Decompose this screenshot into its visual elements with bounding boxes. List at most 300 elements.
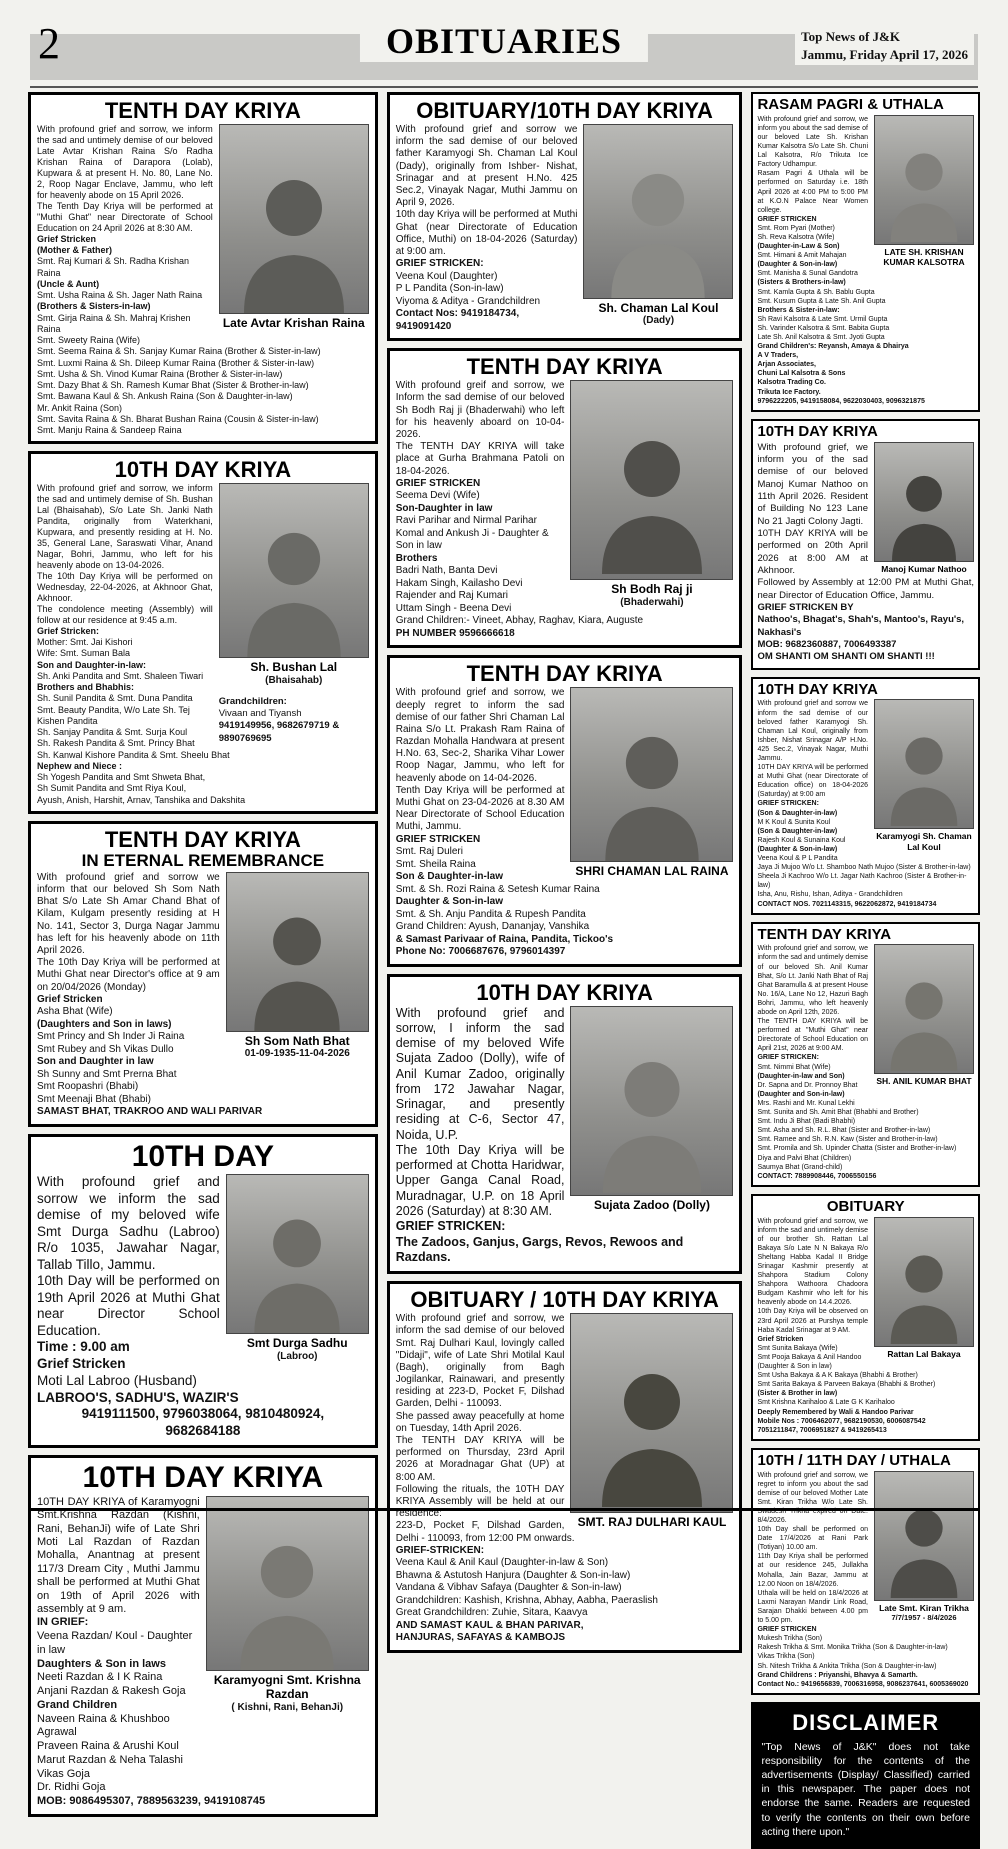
photo-block [874, 944, 974, 1086]
text-line: Komal and Ankush Ji - Daughter & Son in law [395, 527, 549, 552]
notice-title: OBITUARY [826, 1197, 905, 1215]
text-line: Smt Sarita Bakaya & Parveen Bakaya (Bhabhi & Brother) [757, 1381, 936, 1389]
text-line: AND SAMAST KAUL & BHAN PARIVAR, [395, 1619, 584, 1631]
text-line: Deeply Remembered by Wali & Handoo Parivar [757, 1408, 914, 1416]
text-line: The 10th Day Kriya will be performed on Wednesday, 22-04-2026, at Akhnoor Ghat, Akhnoor. [37, 571, 213, 604]
text-line: Uthala will be held on 18/4/2026 at Laxmi Narayan Mandir Link Road, Sarajan Dhakki between 4.00 pm to 5.00 pm. [757, 1589, 868, 1625]
photo-caption-2: (Dady) [642, 315, 675, 327]
photo-block [874, 442, 974, 574]
text-line: (Daughters and Son in laws) [37, 1018, 172, 1030]
text-line: Vivaan and Tiyansh [218, 708, 302, 720]
person-silhouette-icon [884, 140, 964, 244]
text-line: Contact Nos: 9419184734, 9419091420 [395, 308, 520, 332]
text-line: The Zadoos, Ganjus, Gargs, Revos, Rewoos and Razdans. [395, 1234, 684, 1265]
text-line: (Sisters & Brothers-in-law) [757, 279, 846, 287]
text-line: GRIEF STRICKEN [757, 215, 817, 223]
text-line: Son and Daughter-in-law: [37, 659, 146, 670]
text-line: Contact No.: 9419656839, 7006316958, 9086237641, 6005369020 [757, 1680, 969, 1688]
text-line: Phone No: 7006687676, 9796014397 [395, 946, 566, 958]
text-line: Smt. Bawana Kaul & Sh. Ankush Raina (Son & Daughter-in-law) [37, 391, 293, 402]
photo-block [570, 380, 733, 607]
text-line: With profound grief and sorrow, we inform the sad demise of our beloved Smt. Raj Dulhari Kaul, lovingly called "Didaji", wife of Late Shri Motilal Kaul (Bagh), originally from Bagh Jogilankar, Rainawari, and presently residing at 223-D, Pocket F, Dilshad Garden, Delhi - 110093. [395, 1313, 565, 1410]
text-line: Smt. Kusum Gupta & Late Sh. Anil Gupta [757, 297, 886, 305]
text-line: Mr. Ankit Raina (Son) [37, 402, 123, 413]
photo-caption: SHRI CHAMAN LAL RAINA [575, 864, 729, 879]
text-line: Daughter & Son-in-law [395, 896, 503, 908]
text-line: Smt. Asha and Sh. R.L. Bhat (Sister and Brother-in-law) [757, 1127, 931, 1135]
portrait-photo [874, 1217, 974, 1347]
portrait-photo [570, 687, 733, 862]
text-line: Son-Daughter in law [395, 502, 493, 514]
notice-title: 10TH DAY KRIYA [757, 680, 878, 698]
portrait-photo [874, 1471, 974, 1601]
text-line: Smt Meenaji Bhat (Bhabi) [37, 1093, 151, 1105]
column-1 [28, 92, 378, 1817]
text-line: Mrs. Rashi and Mr. Kunal Lekhi [757, 1099, 855, 1107]
photo-block [874, 699, 974, 851]
text-line: OM SHANTI OM SHANTI OM SHANTI !!! [757, 651, 935, 663]
text-line: Sh Sunny and Smt Prerna Bhat [37, 1068, 177, 1080]
text-line: Chuni Lal Kalsotra & Sons [757, 370, 846, 378]
text-line: 10TH DAY KRIYA of Karamyogni Smt.Krishna Razdan (Kishni, Rani, BehanJi) wife of Late Shri Moti Lal Razdan of Razdan Mohalla, Anantnag at present 117/3 Dream City , Muthi Jammu shall be performed at Muthi Ghat on 19th of April 2026 with assembly at 9 am. [37, 1495, 200, 1615]
text-line: With profound grief and sorrow, we inform the sad and untimely demise of Sh. Bushan Lal (Bhaisahab), S/o Late Sh. Janki Nath Pandita, originally from Waterkhani, Kupwara, and presently residing at H. No. 35, General Lane, Saraswati Vihar, Anand Nagar, Bohri, Jammu, who left for his heavenly abode on 13-04-2026. [37, 483, 213, 571]
text-line: Mukesh Trikha (Son) [757, 1635, 823, 1643]
text-line: The 10th Day Kriya will be performed at Chotta Haridwar, Upper Ganga Canal Road, Muradnagar, U.P. on 18 April 2026 (Saturday) at 8:30 AM. [395, 1142, 565, 1218]
portrait-photo [226, 1174, 369, 1334]
text-line: Smt Princy and Sh Inder Ji Raina [37, 1031, 185, 1043]
text-line: Badri Nath, Banta Devi [395, 565, 498, 577]
text-line: Vikas Trikha (Son) [757, 1653, 815, 1661]
notice-title: 10TH DAY KRIYA [114, 457, 292, 483]
notice-karamyogi-chaman-lal-koul [751, 677, 980, 915]
text-line: Veena Koul & P L Pandita [757, 855, 838, 863]
person-silhouette-icon [884, 1242, 964, 1346]
text-line: Trikuta Ice Factory. [757, 388, 821, 396]
photo-block [874, 115, 974, 267]
text-line: Late Sh. Anil Kalsotra & Smt. Jyoti Gupta [757, 334, 885, 341]
text-line: Seema Devi (Wife) [395, 490, 480, 502]
text-line: Smt Sunita Bakaya (Wife) [757, 1344, 838, 1352]
notice-bushan-lal [28, 451, 378, 814]
notice-lines [396, 1219, 734, 1266]
text-line: Marut Razdan & Neha Talashi [37, 1753, 183, 1766]
grandchildren-block [219, 696, 369, 745]
notice-lines [757, 1625, 974, 1689]
notice-title: TENTH DAY KRIYA [466, 354, 663, 380]
text-line: Rasam Pagri & Uthala will be performed on Saturday i.e. 18th April 2026 at 4:00 PM to 5:00 PM at K.O.N Palace Near Women college. [757, 170, 868, 214]
person-silhouette-icon [884, 1496, 964, 1600]
photo-caption: Sh. Chaman Lal Koul [598, 301, 719, 316]
text-line: Brothers [395, 552, 438, 564]
notice-title: 10TH DAY [131, 1139, 275, 1173]
text-line: Naveen Raina & Khushboo Agrawal [37, 1712, 170, 1739]
text-line: Grand Children's: Reyansh, Amaya & Dhairya [757, 343, 909, 351]
notice-anil-kumar-bhat [751, 922, 980, 1187]
text-line: Veena Koul (Daughter) [395, 270, 498, 282]
text-line: 9796222205, 9419158084, 9622030403, 9096321875 [757, 397, 925, 405]
text-line: 223-D, Pocket F, Dilshad Garden, Delhi - 110093, from 12:00 PM onwards. [395, 1520, 575, 1544]
text-line: Smt. Kamla Gupta & Sh. Bablu Gupta [757, 288, 875, 296]
person-silhouette-icon [601, 158, 715, 298]
text-line: Following the rituals, the 10TH DAY KRIYA Assembly will be held at our residence: [395, 1483, 565, 1520]
text-line: With profound grief and sorrow, I inform the sad demise of my beloved Wife Sujata Zadoo (Dolly), wife of Anil Kumar Zadoo, originally from 172 Jawahar Nagar, Srinagar, and presently residing at C-6, Sector 47, Noida, U.P. [395, 1005, 565, 1142]
text-line: Dr. Sapna and Dr. Pronnoy Bhat [757, 1081, 858, 1089]
column-2 [387, 92, 743, 1653]
photo-block [570, 1006, 733, 1212]
text-line: (Son & Daughter-in-law) [757, 827, 838, 835]
text-line: Isha, Anu, Rishu, Ishan, Aditya - Grandchildren [757, 891, 903, 899]
text-line: Grand Childrens : Priyanshi, Bhavya & Samarth. [757, 1671, 918, 1679]
notice-title: 10TH DAY KRIYA [476, 979, 653, 1005]
text-line: 9890769695 [218, 732, 272, 744]
portrait-photo [570, 380, 733, 580]
text-line: With profound grief and sorrow we inform the sad demise of our beloved father Karamyogi Sh. Chaman Lal Koul (Dady), originally from Ishber- Nishat, Srinagar and at present H.No. 425 Sec.2, Vinayak Nagar, Muthi Jammu on April 9, 2026. [395, 124, 578, 209]
photo-caption-2: (Labroo) [276, 1350, 318, 1362]
text-line: Smt. Seema Raina & Sh. Sanjay Kumar Raina (Brother & Sister-in-law) [37, 346, 321, 357]
portrait-photo [874, 115, 974, 245]
notice-manoj-kumar-nathoo [751, 419, 980, 670]
photo-block [219, 483, 369, 745]
text-line: Grief Stricken [37, 233, 97, 244]
text-line: Nathoo's, Bhagat's, Shah's, Mantoo's, Rayu's, Nakhasi's [757, 614, 965, 638]
photo-block [219, 124, 369, 330]
notice-raj-dulhari-kaul [387, 1281, 743, 1653]
text-line: 9682684188 [165, 1423, 241, 1439]
text-line: She passed away peacefully at home on Tuesday, 14th April 2026. [395, 1410, 565, 1434]
text-line: Veena Kaul & Anil Kaul (Daughter-in-law & Son) [395, 1557, 609, 1569]
text-line: Praveen Raina & Arushi Koul [37, 1740, 179, 1753]
text-line: 10th day Kriya will be performed at Muthi Ghat (near Directorate of Education Office, Muthi) on 18-04-2026 (Saturday) at 9:00 am. [395, 209, 578, 257]
notice-title-2: IN ETERNAL REMEMBRANCE [81, 851, 325, 871]
person-silhouette-icon [592, 1352, 712, 1512]
photo-caption-2: 01-09-1935-11-04-2026 [244, 1048, 350, 1060]
disclaimer-title: DISCLAIMER [792, 1709, 940, 1735]
masthead-dateline [795, 26, 974, 65]
photo-caption: Late Smt. Kiran Trikha [879, 1602, 969, 1613]
text-line: Smt. Himani & Amit Mahajan [757, 252, 847, 260]
text-line: Anjani Razdan & Rakesh Goja [37, 1685, 186, 1698]
text-line: Smt. Nimmi Bhat (Wife) [757, 1063, 831, 1071]
notice-title: 10TH / 11TH DAY / UTHALA [757, 1451, 951, 1469]
text-line: 10th Day Kriya will be observed on 23rd April 2026 at Purshya temple Haba Kadal Srinagar at 9 AM. [757, 1308, 868, 1334]
text-line: Sh. Sanjay Pandita & Smt. Surja Koul [37, 727, 188, 738]
notice-bodh-raj [387, 348, 743, 648]
portrait-photo [583, 124, 733, 299]
text-line: Hakam Singh, Kailasho Devi [395, 577, 523, 589]
text-line: Sh. Varinder Kalsotra & Smt. Babita Gupta [757, 324, 890, 332]
text-line: The TENTH DAY KRIYA will be performed on Thursday, 23rd April 2026 at Moradnagar Ghat (UP) at 8:00 AM. [395, 1435, 565, 1483]
text-line: Son & Daughter-in-law [395, 871, 503, 883]
text-line: MOB: 9682360887, 7006493387 [757, 639, 897, 650]
photo-block [226, 1174, 369, 1361]
text-line: 9419149956, 9682679719 & [218, 720, 340, 732]
photo-caption: Sujata Zadoo (Dolly) [593, 1197, 710, 1212]
photo-block [874, 1471, 974, 1622]
text-line: The TENTH DAY KRIYA will take place at Gurha Brahmana Patoli on 18-04-2026. [395, 441, 565, 477]
text-line: Smt. Promila and Sh. Upinder Chatta (Sister and Brother-in-law) [757, 1145, 957, 1153]
text-line: 7051211847, 7006951827 & 9419265413 [757, 1426, 887, 1434]
portrait-photo [219, 483, 369, 658]
text-line: Vandana & Vibhav Safaya (Daughter & Son-in-law) [395, 1582, 622, 1594]
portrait-photo [874, 442, 974, 562]
text-line: Sh. Anki Pandita and Smt. Shaleen Tiwari [37, 670, 204, 681]
text-line: Veena Razdan/ Koul - Daughter in law [37, 1630, 193, 1656]
photo-block [583, 124, 733, 326]
text-line: Grand Children: Ayush, Dananjay, Vanshika [395, 921, 590, 933]
notice-title: OBITUARY / 10TH DAY KRIYA [410, 1287, 719, 1313]
person-silhouette-icon [593, 721, 711, 861]
text-line: Saumya Bhat (Grand-child) [757, 1163, 843, 1171]
text-line: (Daughter-in-law and Son) [757, 1072, 845, 1080]
text-line: GRIEF STRICKEN: [757, 800, 819, 808]
text-line: Smt. Raj Duleri [395, 846, 463, 858]
photo-caption: Manoj Kumar Nathoo [881, 563, 967, 574]
notice-title: RASAM PAGRI & UTHALA [757, 96, 944, 113]
text-line: Smt. Savita Raina & Sh. Bharat Bushan Raina (Cousin & Sister-in-law) [37, 413, 319, 424]
photo-block [874, 1217, 974, 1359]
text-line: Diya and Palvi Bhat (Children) [757, 1154, 852, 1162]
text-line: Daughters & Son in laws [37, 1657, 166, 1670]
text-line: CONTACT: 7889908446, 7006550156 [757, 1172, 877, 1180]
masthead-name: Top News of J&K [801, 29, 900, 44]
notice-lines [757, 602, 974, 664]
notice-kiran-trikha [751, 1448, 980, 1695]
text-line: 10TH DAY KRIYA will be performed at Muthi Ghat (near Directorate of Education office) on 18-04-2026 (Saturday) at 9:00 am [757, 764, 868, 799]
text-line: Smt. Dazy Bhat & Sh. Ramesh Kumar Bhat (Sister & Brother-in-law) [37, 380, 309, 391]
text-line: With profound greif and sorrow, we Inform the sad demise of our beloved Sh Bodh Raj ji (Bhaderwahi) who left for his heavenly aboard on 10-04-2026. [395, 380, 565, 440]
text-line: Smt Usha Bakaya & A K Bakaya (Bhabhi & Brother) [757, 1372, 918, 1380]
photo-block [570, 1313, 733, 1529]
text-line: (Uncle & Aunt) [37, 278, 100, 289]
photo-caption-2: (Bhaisahab) [265, 674, 323, 686]
text-line: A V Traders, [757, 352, 799, 360]
portrait-photo [570, 1006, 733, 1196]
text-line: PH NUMBER 9596666618 [395, 627, 515, 639]
text-line: Smt. Sunita and Sh. Amit Bhat (Bhabhi and Brother) [757, 1109, 919, 1117]
text-line: GRIEF STRICKEN: [395, 258, 484, 270]
columns [0, 88, 1008, 1849]
text-line: Smt. Rom Pyari (Mother) [757, 224, 835, 232]
person-silhouette-icon [884, 724, 964, 828]
text-line: P L Pandita (Son-in-law) [395, 283, 504, 295]
text-line: Sh Ravi Kalsotra & Late Smt. Urmil Gupta [757, 315, 888, 323]
text-line: Smt. Raj Kumari & Sh. Radha Krishan Raina [37, 256, 190, 278]
person-silhouette-icon [884, 969, 964, 1073]
text-line: (Mother & Father) [37, 245, 112, 256]
notice-title: 10TH DAY KRIYA [757, 422, 878, 440]
text-line: Son and Daughter in law [37, 1056, 154, 1068]
text-line: Sh. Nitesh Trikha & Ankita Trikha (Son & Daughter-in-law) [757, 1662, 937, 1670]
text-line: Smt. Ramee and Sh. R.N. Kaw (Sister and Brother-in-law) [757, 1136, 938, 1144]
photo-block [226, 872, 369, 1059]
notice-durga-sadhu [28, 1134, 378, 1448]
text-line: The TENTH DAY KRIYA will be performed at "Muthi Ghat" near Directorate of School Education on April 21st, 2026 at 9:00 AM. [757, 1018, 868, 1053]
person-silhouette-icon [592, 419, 712, 579]
text-line: Smt. & Sh. Anju Pandita & Rupesh Pandita [395, 908, 586, 920]
text-line: Grief Stricken: [37, 625, 100, 636]
text-line: Smt. Beauty Pandita, W/o Late Sh. Tej Kishen Pandita [37, 704, 190, 726]
text-line: With profound grief and sorrow, we deeply regret to inform the sad demise of our father Shri Chaman Lal Raina S/o Lt. Prakash Ram Raina of Razdan Mohalla Handwara at present H.No. 63, Sec-2, Sharika Vihar Lower Roop Nagar, Jammu, who left for heavenly abode on 14-04-2026. [395, 687, 565, 784]
text-line: Sh Yogesh Pandita and Smt Shweta Bhat, [37, 772, 206, 783]
notice-title: TENTH DAY KRIYA [104, 98, 301, 123]
text-line: Sh. Sunil Pandita & Smt. Duna Pandita [37, 693, 193, 704]
text-line: IN GRIEF: [37, 1616, 89, 1629]
person-silhouette-icon [244, 1205, 350, 1333]
photo-caption: Sh. Bushan Lal [250, 660, 338, 675]
masthead [0, 0, 1008, 88]
text-line: The 10th Day Kriya will be performed at Muthi Ghat near Director's office at 9 am on 20/04/2026 (Monday) [37, 957, 220, 993]
portrait-photo [874, 944, 974, 1074]
text-line: 10th Day shall be performed on Date 17/4/2026 at Rani Park (Totiyan) 10.00 am. [757, 1526, 868, 1552]
text-line: Smt Roopashri (Bhabi) [37, 1081, 139, 1093]
text-line: M K Koul & Sunita Koul [757, 818, 831, 826]
text-line: GRIEF STRICKEN: [757, 1054, 819, 1062]
person-silhouette-icon [885, 465, 963, 561]
text-line: Smt. Usha Raina & Sh. Jager Nath Raina [37, 290, 203, 301]
text-line: Rajesh Koul & Sunaina Koul [757, 836, 846, 844]
text-line: Grief Stricken [37, 993, 103, 1005]
text-line: (Son & Daughter-in-law) [757, 809, 838, 817]
text-line: CONTACT NOS. 7021143315, 9622062872, 9419184734 [757, 900, 937, 908]
text-line: 10th Day will be performed on 19th April 2026 at Muthi Ghat near Director School Education. [37, 1273, 220, 1338]
text-line: Mother: Smt. Jai Kishori [37, 637, 133, 648]
text-line: (Daughter & Son-in-law) [757, 261, 838, 269]
notice-sujata-zadoo [387, 974, 743, 1274]
text-line: Rakesh Trikha & Smt. Monika Trikha (Son & Daughter-in-law) [757, 1644, 948, 1652]
text-line: Smt. & Sh. Rozi Raina & Setesh Kumar Raina [395, 883, 600, 895]
text-line: Grief Stricken [37, 1355, 126, 1371]
photo-block [570, 687, 733, 878]
text-line: Smt. Sheila Raina [395, 858, 476, 870]
text-line: With profound grief, we inform you of the sad demise of our beloved Manoj Kumar Nathoo on 11th April 2026. Resident of Building No 123 Lane No 21 Jagti Colony Jagti. [757, 441, 868, 527]
notice-chaman-lal-koul-dady [387, 92, 743, 341]
notice-chaman-lal-raina [387, 655, 743, 966]
text-line: Jaya Ji Mujoo W/o Lt. Shamboo Nath Mujoo (Sister & Brother-in-law) [757, 864, 971, 872]
photo-block [206, 1496, 369, 1713]
text-line: GRIEF STRICKEN [757, 1626, 817, 1634]
photo-caption: Smt Durga Sadhu [246, 1336, 348, 1351]
text-line: Nephew and Niece : [37, 760, 123, 771]
notice-krishan-kumar-kalsotra [751, 92, 980, 412]
masthead-date: Jammu, Friday April 17, 2026 [801, 46, 968, 62]
text-line: Uttam Singh - Beena Devi [395, 602, 512, 614]
notice-title: TENTH DAY KRIYA [757, 925, 892, 943]
text-line: Smt Krishna Karihaloo & Late G K Karihaloo [757, 1399, 895, 1407]
portrait-photo [226, 872, 369, 1032]
text-line: Smt. Luxmi Raina & Sh. Dileep Kumar Raina (Brother & Sister-in-law) [37, 357, 315, 368]
text-line: Smt. Usha & Sh. Vinod Kumar Raina (Brother & Sister-in-law) [37, 368, 283, 379]
text-line: Followed by Assembly at 12:00 PM at Muthi Ghat, near Director of Education Office, Jammu. [757, 577, 974, 601]
text-line: Sh. Rakesh Pandita & Smt. Princy Bhat [37, 738, 195, 749]
page-number: 2 [38, 19, 60, 68]
portrait-photo [570, 1313, 733, 1513]
person-silhouette-icon [244, 903, 350, 1031]
photo-caption: Rattan Lal Bakaya [887, 1348, 961, 1359]
text-line: GRIEF STRICKEN BY [757, 601, 854, 613]
text-line: SAMAST BHAT, TRAKROO AND WALI PARIVAR [37, 1106, 263, 1118]
text-line: GRIEF STRICKEN [395, 833, 481, 845]
text-line: Smt Pooja Bakaya & Anil Handoo (Daughter & Son in law) [757, 1353, 862, 1371]
text-line: With profound grief and sorrow, we regret to inform you about the sad demise of our beloved Mother Late Smt. Kiran Trikha W/o Late Sh. Swadesh Trikha expired on Date: 8/4/2026. [757, 1471, 868, 1524]
photo-caption: SMT. RAJ DULHARI KAUL [577, 1515, 727, 1530]
text-line: Smt. Manju Raina & Sandeep Raina [37, 425, 182, 436]
text-line: With profound grief and sorrow, we inform the sad and untimely demise of our beloved Late Avtar Krishan Raina S/o Radha Krishan Raina of Darapora (Lolab), Kupwara & at present H. No. 80, Lane No. 2, Roop Nagar Enclave, Jammu, who left for heavenly abode on 15 April 2026. [37, 124, 213, 200]
text-line: Wife: Smt. Suman Bala [37, 648, 131, 659]
text-line: Smt. Manisha & Sunal Gandotra [757, 270, 858, 278]
text-line: Sheela Ji Kachroo W/o Lt. Jagar Nath Kachroo (Sister & Brother-in-law) [757, 873, 967, 890]
photo-caption-2: (Bhaderwahi) [620, 596, 684, 608]
text-line: (Daughter-in-Law & Son) [757, 243, 840, 251]
photo-caption: Karamyogni Smt. Krishna Razdan [213, 1672, 361, 1702]
text-line: (Daughter & Son-in-law) [757, 845, 838, 853]
footer-rule [28, 1508, 980, 1511]
portrait-photo [874, 699, 974, 829]
text-line: Arjan Associates, [757, 361, 816, 369]
text-line: Time : 9.00 am [37, 1338, 130, 1354]
column-3 [751, 92, 980, 1849]
person-silhouette-icon [234, 163, 354, 313]
text-line: Sh Sumit Pandita and Smt Riya Koul, [37, 783, 187, 794]
person-silhouette-icon [593, 1043, 711, 1195]
text-line: Smt. Indu Ji Bhat (Badi Bhabhi) [757, 1118, 856, 1126]
text-line: (Sister & Brother in law) [757, 1390, 838, 1398]
photo-caption: Sh Bodh Raj ji [611, 582, 693, 597]
text-line: Ravi Parihar and Nirmal Parihar [395, 515, 537, 527]
text-line: MOB: 9086495307, 7889563239, 9419108745 [37, 1795, 266, 1808]
text-line: Grand Children:- Vineet, Abhay, Raghav, Kiara, Auguste [395, 615, 644, 627]
photo-caption: LATE SH. KRISHAN KUMAR KALSOTRA [883, 246, 965, 267]
text-line: GRIEF STRICKEN [395, 477, 481, 489]
text-line: With profound grief and sorrow, we inform the sad and untimely demise of our beloved Sh. Anil Kumar Bhat, S/o Lt. Janki Nath Bhat of Raj Ghat Baramulla & at present House No. 16/A, Lane No 12, Hazuri Bagh Bohri, Jammu, who left heavenly abode on April 12th, 2026. [757, 945, 868, 1016]
notice-avtar-krishan-raina [28, 92, 378, 444]
text-line: Viyoma & Aditya - Grandchildren [395, 295, 541, 307]
photo-caption-2: ( Kishni, Rani, BehanJi) [231, 1701, 344, 1713]
text-line: With profound grief and sorrow, we inform you about the sad demise of our beloved Late Sh. Krishan Kumar Kalsotra S/o Late Sh. Chuni Lal Kalsotra, R/o Trikuta Ice Factory Udhampur. [757, 115, 868, 169]
text-line: Moti Lal Labroo (Husband) [37, 1372, 197, 1388]
text-line: GRIEF STRICKEN: [395, 1219, 506, 1234]
text-line: Tenth Day Kriya will be performed at Muthi Ghat on 23-04-2026 at 8.30 AM Near Directorate of School Education Muthi, Jammu. [395, 784, 565, 833]
disclaimer-text: "Top News of J&K" does not take responsibility for the contents of the advertisements (Display/ Classified) carried in this newspaper. The paper does not endorse the same. Readers are requested to verify the contents on their own before acting there upon." [761, 1740, 970, 1838]
text-line: Smt. Girja Raina & Sh. Mahraj Krishen Raina [37, 312, 191, 334]
text-line: (Daughter and Son-in-law) [757, 1090, 845, 1098]
text-line: Smt. Sweety Raina (Wife) [37, 335, 141, 346]
person-silhouette-icon [237, 517, 351, 657]
text-line: 10TH DAY KRIYA will be performed on 20th April 2026 at 8:00 AM at Akhnoor. [757, 527, 868, 576]
text-line: (Brothers & Sisters-in-law) [37, 301, 151, 312]
text-line: LABROO'S, SADHU'S, WAZIR'S [37, 1389, 239, 1405]
notice-som-nath-bhat [28, 821, 378, 1127]
text-line: With profound grief and sorrow, we inform the sad and untimely demise of our brother Sh. Rattan Lal Bakaya S/o Late N N Bakaya R/o Sheltang Habba Kadal II Bridge Srinagar Kashmir presently at Shahpora Stadium Colony Shahpora Wathoora Chadoora Budgam Kashmir who left for his heavenly abode on 14.4.2026. [757, 1217, 868, 1307]
text-line: With profound grief and sorrow we inform the sad demise of my beloved wife Smt Durga Sadhu (Labroo) R/o 1035, Jawahar Nagar, Tallab Tillo, Jammu. [37, 1174, 220, 1272]
text-line: Brothers and Bhabhis: [37, 682, 135, 693]
text-line: GRIEF-STRICKEN: [395, 1544, 485, 1556]
text-line: Grandchildren: Kashish, Krishna, Abhay, Aabha, Paeraslish [395, 1594, 658, 1606]
text-line: Dr. Ridhi Goja [37, 1781, 106, 1794]
text-line: Sh. Kanwal Kishore Pandita & Smt. Sheelu Bhat [37, 749, 230, 760]
notice-title: TENTH DAY KRIYA [104, 826, 301, 852]
text-line: Grand Children [37, 1698, 118, 1711]
page-title: OBITUARIES [360, 20, 648, 62]
text-line: Grandchildren: [218, 695, 287, 707]
notice-title: TENTH DAY KRIYA [466, 661, 663, 687]
text-line: Neeti Razdan & I K Raina [37, 1671, 163, 1684]
text-line: Kalsotra Trading Co. [757, 379, 826, 387]
text-line: Bhawna & Astutosh Hanjura (Daughter & Son-in-law) [395, 1569, 631, 1581]
photo-caption-2: 7/7/1957 - 8/4/2026 [891, 1612, 957, 1622]
text-line: The condolence meeting (Assembly) will follow at our residence at 9:45 a.m. [37, 604, 213, 625]
notice-title: OBITUARY/10TH DAY KRIYA [416, 98, 713, 123]
notice-lines [396, 1545, 734, 1645]
